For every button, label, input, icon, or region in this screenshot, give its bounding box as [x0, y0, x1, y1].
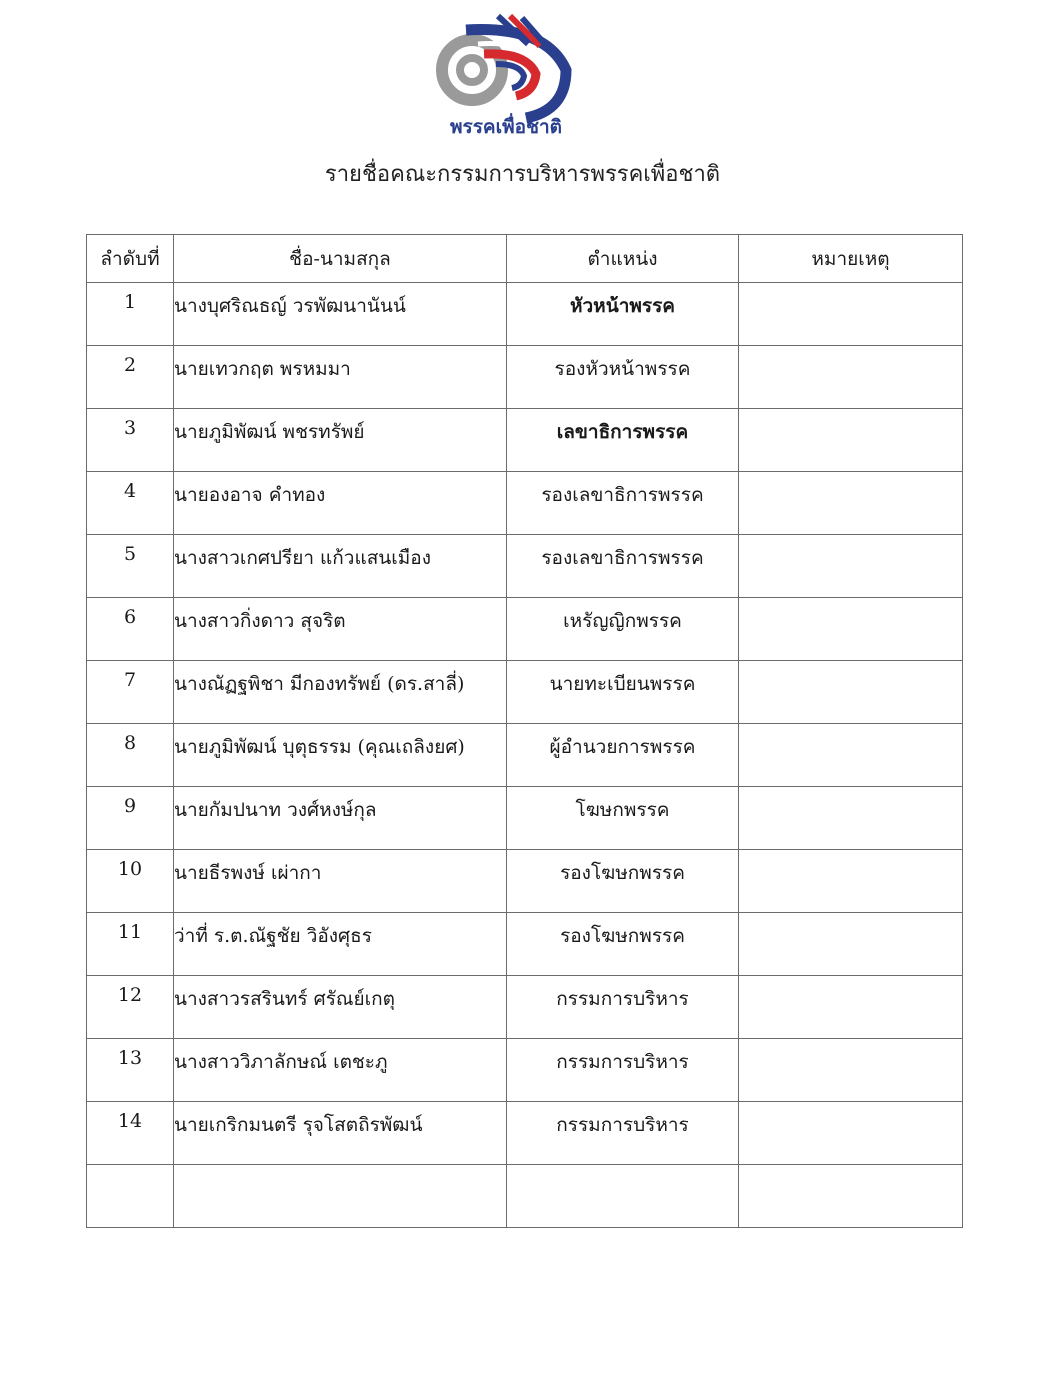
- table-row: [87, 598, 963, 661]
- row-no: 9: [87, 787, 174, 850]
- row-note: [739, 661, 963, 724]
- row-position: โฆษกพรรค: [507, 787, 739, 850]
- row-position: กรรมการบริหาร: [507, 1102, 739, 1165]
- members-table: [86, 234, 963, 1228]
- row-no: 10: [87, 850, 174, 913]
- row-position: กรรมการบริหาร: [507, 1039, 739, 1102]
- row-name: นางสาวรสรินทร์ ศรัณย์เกตุ: [174, 976, 507, 1039]
- row-name: นายภูมิพัฒน์ พชรทรัพย์: [174, 409, 507, 472]
- table-row: [87, 346, 963, 409]
- row-name: [174, 1165, 507, 1228]
- row-no: 13: [87, 1039, 174, 1102]
- table-header-row: [87, 235, 963, 283]
- table-row: [87, 724, 963, 787]
- row-name: นายองอาจ คำทอง: [174, 472, 507, 535]
- row-name: นางบุศริณธญ์ วรพัฒนานันน์: [174, 283, 507, 346]
- row-name: นายกัมปนาท วงศ์หงษ์กุล: [174, 787, 507, 850]
- table-row: [87, 913, 963, 976]
- row-note: [739, 1165, 963, 1228]
- row-note: [739, 1102, 963, 1165]
- row-name: นายเกริกมนตรี รุจโสตถิรพัฒน์: [174, 1102, 507, 1165]
- party-logo: [426, 10, 586, 138]
- row-note: [739, 724, 963, 787]
- row-no: 12: [87, 976, 174, 1039]
- row-name: นางสาวกิ่งดาว สุจริต: [174, 598, 507, 661]
- row-note: [739, 535, 963, 598]
- row-no: [87, 1165, 174, 1228]
- row-name: นางสาววิภาลักษณ์ เตชะภู: [174, 1039, 507, 1102]
- row-note: [739, 283, 963, 346]
- row-name: นายเทวกฤต พรหมมา: [174, 346, 507, 409]
- row-no: 7: [87, 661, 174, 724]
- table-row: [87, 535, 963, 598]
- row-no: 1: [87, 283, 174, 346]
- row-name: นางณัฏฐพิชา มีกองทรัพย์ (ดร.สาลี่): [174, 661, 507, 724]
- table-row: [87, 472, 963, 535]
- table-row: [87, 787, 963, 850]
- table-row: [87, 850, 963, 913]
- row-no: 11: [87, 913, 174, 976]
- row-name: นายภูมิพัฒน์ บุตุธรรม (คุณเถลิงยศ): [174, 724, 507, 787]
- header-note: หมายเหตุ: [739, 235, 963, 283]
- row-position: หัวหน้าพรรค: [507, 283, 739, 346]
- party-logo-emblem-icon: [426, 10, 586, 138]
- logo-text: พรรคเพื่อชาติ: [450, 116, 562, 138]
- row-name: ว่าที่ ร.ต.ณัฐชัย วิอังศุธร: [174, 913, 507, 976]
- table-row-empty: [87, 1165, 963, 1228]
- row-position: รองโฆษกพรรค: [507, 850, 739, 913]
- row-no: 14: [87, 1102, 174, 1165]
- row-note: [739, 472, 963, 535]
- row-note: [739, 598, 963, 661]
- row-position: นายทะเบียนพรรค: [507, 661, 739, 724]
- header-position: ตำแหน่ง: [507, 235, 739, 283]
- header-name: ชื่อ-นามสกุล: [174, 235, 507, 283]
- row-note: [739, 913, 963, 976]
- row-note: [739, 850, 963, 913]
- row-name: นายธีรพงษ์ เผ่ากา: [174, 850, 507, 913]
- row-note: [739, 1039, 963, 1102]
- row-name: นางสาวเกศปรียา แก้วแสนเมือง: [174, 535, 507, 598]
- row-position: เลขาธิการพรรค: [507, 409, 739, 472]
- table-row: [87, 1039, 963, 1102]
- row-position: กรรมการบริหาร: [507, 976, 739, 1039]
- row-no: 3: [87, 409, 174, 472]
- row-no: 2: [87, 346, 174, 409]
- row-note: [739, 787, 963, 850]
- row-no: 8: [87, 724, 174, 787]
- table-row: [87, 661, 963, 724]
- document-title: รายชื่อคณะกรรมการบริหารพรรคเพื่อชาติ: [324, 162, 721, 187]
- header-no: ลำดับที่: [87, 235, 174, 283]
- row-note: [739, 409, 963, 472]
- table-row: [87, 976, 963, 1039]
- table-row: [87, 1102, 963, 1165]
- row-note: [739, 976, 963, 1039]
- row-position: เหรัญญิกพรรค: [507, 598, 739, 661]
- row-no: 6: [87, 598, 174, 661]
- row-position: รองเลขาธิการพรรค: [507, 535, 739, 598]
- table-row: [87, 283, 963, 346]
- row-no: 4: [87, 472, 174, 535]
- row-no: 5: [87, 535, 174, 598]
- row-position: รองโฆษกพรรค: [507, 913, 739, 976]
- row-position: ผู้อำนวยการพรรค: [507, 724, 739, 787]
- row-position: [507, 1165, 739, 1228]
- row-position: รองเลขาธิการพรรค: [507, 472, 739, 535]
- row-note: [739, 346, 963, 409]
- row-position: รองหัวหน้าพรรค: [507, 346, 739, 409]
- table-row: [87, 409, 963, 472]
